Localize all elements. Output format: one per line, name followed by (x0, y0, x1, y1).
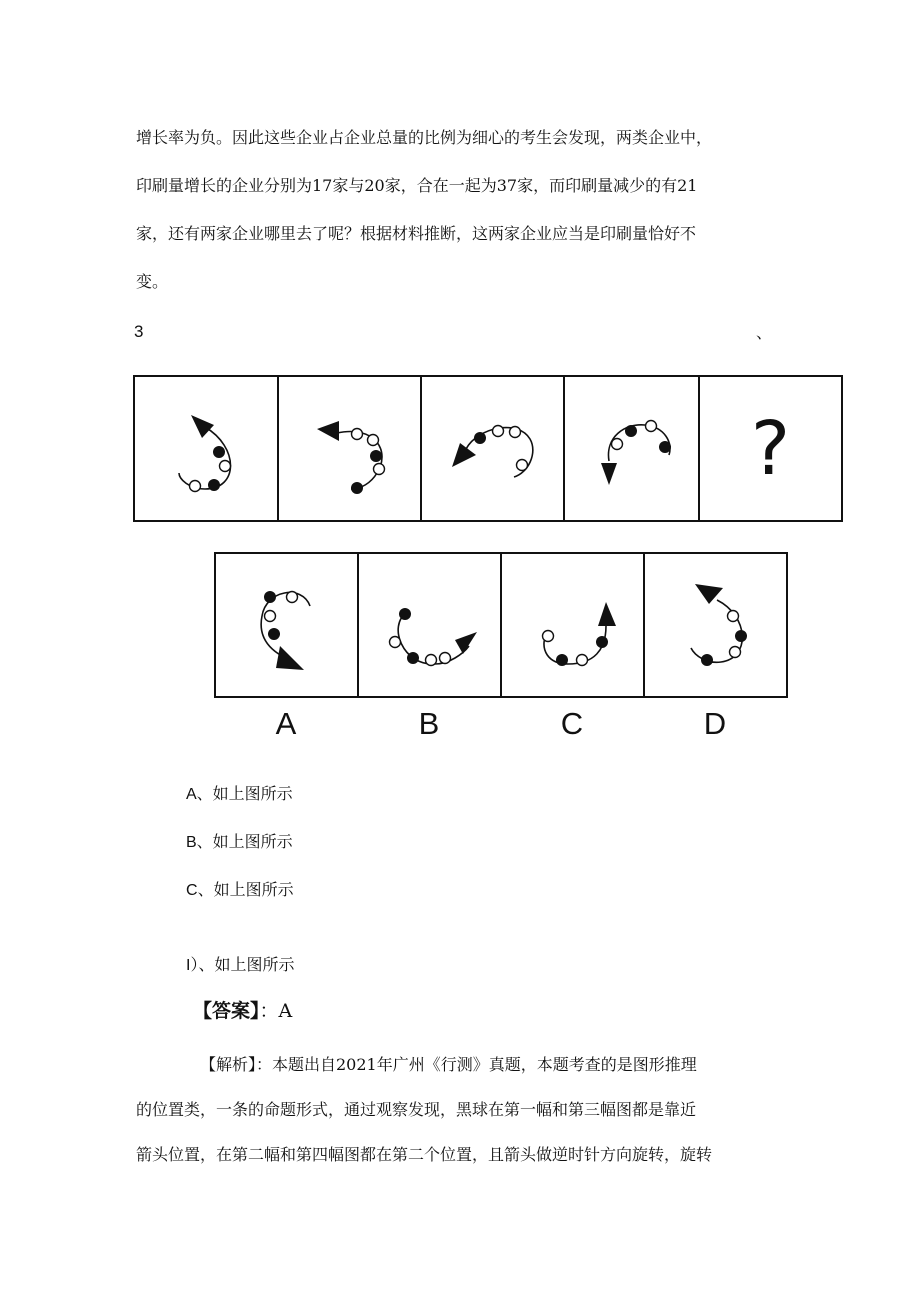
choice-text: 、如上图所示 (196, 832, 293, 851)
analysis-line: 【解析】：本题出自2021年广州《行测》真题，本题考查的是图形推理 (200, 1055, 697, 1074)
question-trailing-mark: 、 (756, 323, 773, 342)
choice-text: 、如上图所示 (198, 955, 295, 974)
option-figure-d (643, 552, 788, 698)
question-figure-2 (277, 375, 422, 522)
option-label-d: D (703, 706, 727, 741)
choice-d[interactable] (186, 952, 294, 975)
question-figure-3 (420, 375, 565, 522)
question-number: 3 (134, 322, 144, 341)
intro-line: 印刷量增长的企业分别为17家与20家，合在一起为37家，而印刷量减少的有21 (136, 176, 698, 195)
curved-arrow-icon (502, 554, 643, 696)
answer-value: A (278, 1000, 293, 1022)
answer-line (193, 996, 292, 1023)
option-figure-a (214, 552, 359, 698)
choice-letter: A (186, 786, 197, 803)
option-label-a: A (275, 706, 297, 741)
option-label-b: B (418, 706, 440, 741)
curved-arrow-icon (565, 377, 698, 520)
question-figure-4 (563, 375, 700, 522)
choice-a[interactable] (186, 781, 293, 804)
choice-text: 、如上图所示 (197, 880, 294, 899)
intro-line: 变。 (136, 272, 169, 291)
choice-b[interactable] (186, 829, 293, 852)
option-label-c: C (560, 706, 584, 741)
intro-line: 增长率为负。因此这些企业占企业总量的比例为细心的考生会发现，两类企业中， (136, 128, 713, 147)
intro-paragraph (136, 114, 796, 306)
curved-arrow-icon (216, 554, 357, 696)
question-figure-5 (698, 375, 843, 522)
choice-letter: B (186, 834, 197, 851)
choice-text: 、如上图所示 (196, 784, 293, 803)
analysis-line: 的位置类，一条的命题形式，通过观察发现，黑球在第一幅和第三幅图都是靠近 (136, 1100, 697, 1119)
curved-arrow-icon (135, 377, 277, 520)
question-mark-symbol: ? (750, 405, 791, 492)
question-figure-1 (133, 375, 279, 522)
intro-line: 家，还有两家企业哪里去了呢？根据材料推断，这两家企业应当是印刷量恰好不 (136, 224, 697, 243)
analysis-paragraph (136, 1042, 796, 1177)
choice-letter: C (186, 882, 198, 899)
curved-arrow-icon (645, 554, 786, 696)
curved-arrow-icon (279, 377, 420, 520)
analysis-line: 箭头位置，在第二幅和第四幅图都在第二个位置，且箭头做逆时针方向旋转，旋转 (136, 1145, 713, 1164)
curved-arrow-icon (422, 377, 563, 520)
answer-separator: ： (259, 1000, 279, 1022)
choice-c[interactable] (186, 877, 294, 900)
option-figure-b (357, 552, 502, 698)
option-figure-c (500, 552, 645, 698)
answer-heading: 【答案】 (193, 1000, 260, 1022)
question-figures-row (133, 375, 843, 522)
curved-arrow-icon (359, 554, 500, 696)
choice-letter: I） (186, 957, 199, 974)
option-figures-row (214, 552, 788, 698)
